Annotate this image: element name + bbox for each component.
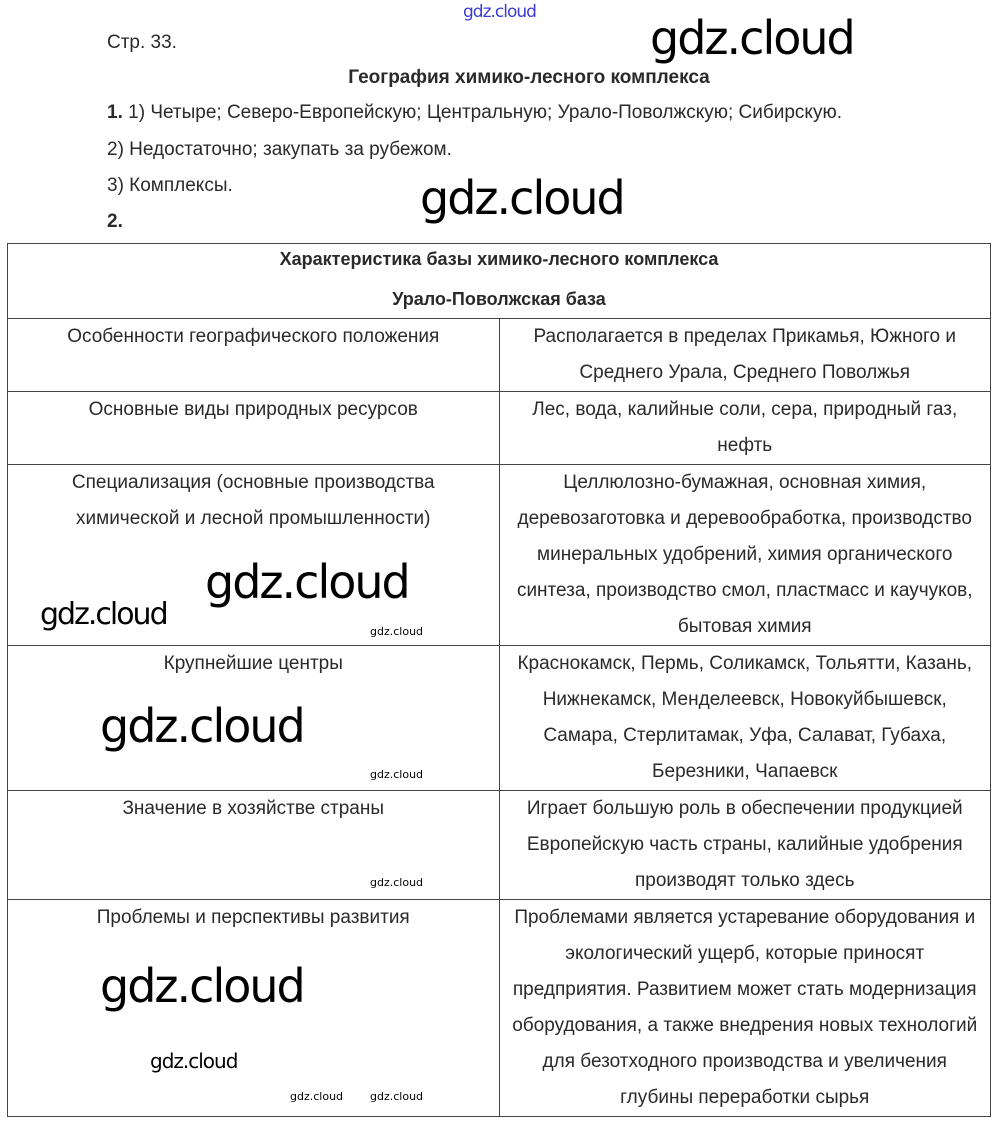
table-title: Характеристика базы химико-лесного комплекса bbox=[279, 249, 719, 269]
watermark: gdz.cloud bbox=[40, 597, 167, 632]
cell-line: Целлюлозно-бумажная, основная химия, bbox=[563, 472, 927, 493]
row-label-cell bbox=[8, 791, 500, 900]
answer-1-number: 1. bbox=[107, 102, 123, 123]
row-value-cell bbox=[499, 646, 991, 791]
watermark: gdz.cloud bbox=[370, 876, 424, 889]
watermark: gdz.cloud bbox=[290, 1090, 344, 1103]
row-label-cell bbox=[8, 319, 500, 392]
cell-line: Основные виды природных ресурсов bbox=[88, 399, 418, 420]
cell-line: предприятия. Развитием может стать модернизация bbox=[512, 979, 977, 1000]
watermark-top: gdz.cloud bbox=[463, 2, 536, 22]
row-value-cell bbox=[499, 791, 991, 900]
watermark: gdz.cloud bbox=[650, 11, 854, 65]
cell-line: минеральных удобрений, химия органического bbox=[537, 544, 953, 565]
page-label: Стр. 33. bbox=[107, 32, 177, 53]
cell-line: Значение в хозяйстве страны bbox=[122, 798, 385, 819]
row-value-cell bbox=[499, 465, 991, 646]
table-row bbox=[8, 791, 991, 900]
watermark: gdz.cloud bbox=[370, 1090, 424, 1103]
row-value-cell bbox=[499, 392, 991, 465]
cell-line: Проблемы и перспективы развития bbox=[96, 907, 410, 928]
section-title: География химико-лесного комплекса bbox=[348, 67, 710, 88]
cell-line: Нижнекамск, Менделеевск, Новокуйбышевск, bbox=[542, 689, 947, 710]
cell-line: Крупнейшие центры bbox=[163, 653, 343, 674]
cell-line: оборудования, а также внедрения новых технологий bbox=[512, 1015, 978, 1036]
cell-line: для безотходного производства и увеличения bbox=[542, 1051, 947, 1072]
cell-line: деревозаготовка и деревообработка, производство bbox=[517, 508, 972, 529]
answer-1-1-text: 1) Четыре; Северо-Европейскую; Центральную; Урало-Поволжскую; Сибирскую. bbox=[128, 102, 842, 123]
row-label-cell bbox=[8, 392, 500, 465]
cell-line: нефть bbox=[717, 435, 773, 456]
cell-line: экологический ущерб, которые приносят bbox=[565, 943, 925, 964]
cell-line: Играет большую роль в обеспечении продукцией bbox=[526, 798, 963, 819]
cell-line: производят только здесь bbox=[635, 870, 855, 891]
row-value-cell bbox=[499, 900, 991, 1117]
cell-line: синтеза, производство смол, пластмасс и каучуков, bbox=[516, 580, 973, 601]
watermark: gdz.cloud bbox=[205, 555, 409, 609]
table-row bbox=[8, 319, 991, 392]
cell-line: Лес, вода, калийные соли, сера, природный газ, bbox=[532, 399, 958, 420]
answer-1-2: 2) Недостаточно; закупать за рубежом. bbox=[107, 139, 452, 160]
answer-1-1 bbox=[107, 102, 842, 124]
row-value-cell bbox=[499, 319, 991, 392]
watermark: gdz.cloud bbox=[370, 625, 424, 638]
cell-line: Располагается в пределах Прикамья, Южного и bbox=[533, 326, 956, 347]
table-subtitle: Урало-Поволжская база bbox=[392, 289, 606, 309]
cell-line: Самара, Стерлитамак, Уфа, Салават, Губаха, bbox=[543, 725, 947, 746]
watermark: gdz.cloud bbox=[420, 171, 624, 225]
cell-line: Европейскую часть страны, калийные удобрения bbox=[526, 834, 963, 855]
cell-line: Краснокамск, Пермь, Соликамск, Тольятти, Казань, bbox=[517, 653, 973, 674]
watermark: gdz.cloud bbox=[370, 768, 424, 781]
watermark: gdz.cloud bbox=[150, 1049, 238, 1073]
cell-line: бытовая химия bbox=[677, 616, 812, 637]
cell-line: Березники, Чапаевск bbox=[652, 761, 838, 782]
table-header bbox=[8, 244, 991, 319]
cell-line: Специализация (основные производства bbox=[71, 472, 435, 493]
cell-line: Среднего Урала, Среднего Поволжья bbox=[579, 362, 911, 383]
watermark: gdz.cloud bbox=[100, 959, 304, 1013]
question-2-number: 2. bbox=[107, 211, 123, 232]
watermark: gdz.cloud bbox=[100, 699, 304, 753]
cell-line: Особенности географического положения bbox=[67, 326, 440, 347]
answer-1-3: 3) Комплексы. bbox=[107, 175, 233, 196]
cell-line: глубины переработки сырья bbox=[620, 1087, 870, 1108]
cell-line: Проблемами является устаревание оборудования и bbox=[514, 907, 976, 928]
table-row bbox=[8, 392, 991, 465]
cell-line: химической и лесной промышленности) bbox=[76, 508, 431, 529]
